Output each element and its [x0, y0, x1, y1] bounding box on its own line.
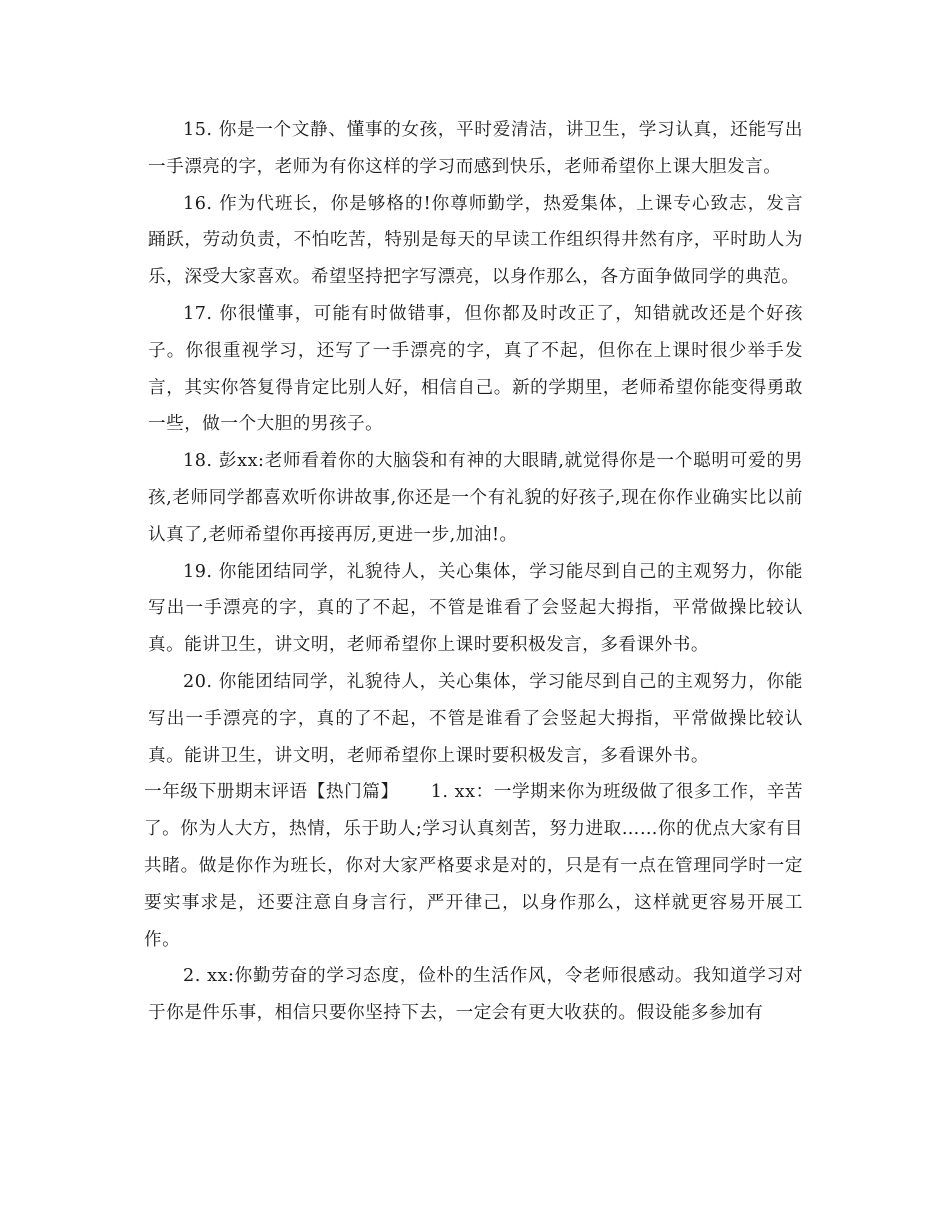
section-heading-paragraph [144, 774, 803, 958]
document-body [144, 112, 803, 1032]
comment-paragraph-17: 17. 你很懂事，可能有时做错事，但你都及时改正了，知错就改还是个好孩子。你很重视学习，还写了一手漂亮的字，真了不起，但你在上课时很少举手发言，其实你答复得肯定比别人好，相信自己。新的学期里，老师希望你能变得勇敢一些，做一个大胆的男孩子。 [148, 303, 803, 435]
section-heading: 一年级下册期末评语【热门篇】 [144, 782, 399, 803]
comment-paragraph-18: 18. 彭xx:老师看着你的大脑袋和有神的大眼睛,就觉得你是一个聪明可爱的男孩,老师同学都喜欢听你讲故事,你还是一个有礼貌的好孩子,现在你作业确实比以前认真了,老师希望你再接再厉,更进一步,加油!。 [148, 451, 803, 545]
comment-paragraph-1: 1. xx：一学期来你为班级做了很多工作，辛苦了。你为人大方，热情，乐于助人;学习认真刻苦，努力进取……你的优点大家有目共睹。做是你作为班长，你对大家严格要求是对的，只是有一点在管理同学时一定要实事求是，还要注意自身言行，严开律己，以身作那么，这样就更容易开展工作。 [144, 782, 803, 950]
comment-paragraph-2: 2. xx:你勤劳奋的学习态度，俭朴的生活作风，令老师很感动。我知道学习对于你是件乐事，相信只要你坚持下去，一定会有更大收获的。假设能多参加有 [148, 966, 803, 1024]
comment-paragraph-15: 15. 你是一个文静、懂事的女孩，平时爱清洁，讲卫生，学习认真，还能写出一手漂亮的字，老师为有你这样的学习而感到快乐，老师希望你上课大胆发言。 [148, 120, 803, 177]
comment-paragraph-20: 20. 你能团结同学，礼貌待人，关心集体，学习能尽到自己的主观努力，你能写出一手漂亮的字，真的了不起，不管是谁看了会竖起大拇指，平常做操比较认真。能讲卫生，讲文明，老师希望你上课时要积极发言，多看课外书。 [148, 671, 803, 766]
comment-paragraph-16: 16. 作为代班长，你是够格的!你尊师勤学，热爱集体，上课专心致志，发言踊跃，劳动负责，不怕吃苦，特别是每天的早读工作组织得井然有序，平时助人为乐，深受大家喜欢。希望坚持把字写漂亮，以身作那么，各方面争做同学的典范。 [148, 193, 803, 288]
comment-paragraph-19: 19. 你能团结同学，礼貌待人，关心集体，学习能尽到自己的主观努力，你能写出一手漂亮的字，真的了不起，不管是谁看了会竖起大拇指，平常做操比较认真。能讲卫生，讲文明，老师希望你上课时要积极发言，多看课外书。 [148, 561, 803, 656]
